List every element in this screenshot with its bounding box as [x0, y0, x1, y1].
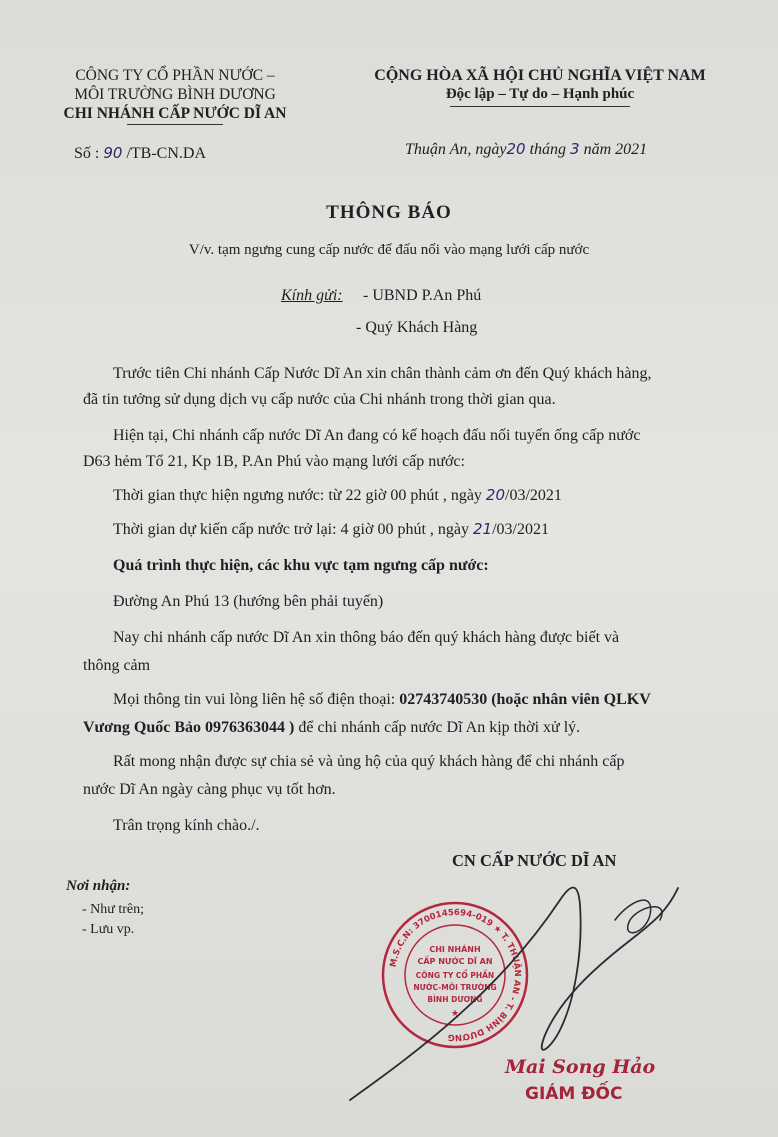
noi-nhan-item-2: - Lưu vp. — [82, 922, 135, 937]
national-motto: Độc lập – Tự do – Hạnh phúc — [445, 86, 635, 102]
number-handwritten: 90 — [103, 144, 123, 162]
issuer-header — [20, 66, 330, 125]
document-subject: V/v. tạm ngưng cung cấp nước để đấu nối vào mạng lưới cấp nước — [188, 242, 590, 258]
para-3-line-2: thông cảm — [83, 657, 151, 674]
signature-scribble-icon — [330, 860, 690, 1120]
stop-time-prefix: Thời gian thực hiện ngưng nước: từ 22 giờ 00 phút , ngày — [113, 487, 482, 504]
stamp-line-2: CẤP NƯỚC DĨ AN — [417, 957, 493, 966]
resume-time-prefix: Thời gian dự kiến cấp nước trở lại: 4 giờ 00 phút , ngày — [113, 521, 470, 538]
stamp-line-1: CHI NHÁNH — [429, 945, 481, 954]
stop-day-handwritten: 20 — [485, 486, 506, 504]
area-heading: Quá trình thực hiện, các khu vực tạm ngưng cấp nước: — [113, 557, 489, 574]
para-2-line-1: Hiện tại, Chi nhánh cấp nước Dĩ An đang có kế hoạch đấu nối tuyến ống cấp nước — [113, 427, 641, 444]
contact-line-1 — [113, 688, 651, 711]
contact-phone: 02743740530 (hoặc nhân viên QLKV — [399, 691, 651, 708]
stamp-star-icon: ★ — [450, 1009, 460, 1019]
resume-time-suffix: /03/2021 — [492, 521, 549, 538]
para-2-line-2: D63 hẻm Tổ 21, Kp 1B, P.An Phú vào mạng lưới cấp nước: — [83, 453, 465, 470]
date-month-label: tháng — [529, 141, 567, 158]
contact-prefix: Mọi thông tin vui lòng liên hệ số điện thoại: — [113, 691, 396, 708]
recipient-1: - UBND P.An Phú — [363, 287, 482, 304]
stamp-ring-textpath: M.S.C.N: 3700145694-019 ★ T. THUẬN AN - T. BÌNH DƯƠNG — [388, 907, 523, 1043]
stamp-line-3: CÔNG TY CỔ PHẦN — [415, 971, 495, 980]
para-4-line-1: Rất mong nhận được sự chia sẻ và ủng hộ của quý khách hàng để chi nhánh cấp — [113, 753, 625, 770]
number-suffix: /TB-CN.DA — [126, 145, 206, 162]
resume-time-line — [113, 518, 549, 541]
date-month: 3 — [570, 140, 580, 158]
noi-nhan-item-1: - Như trên; — [82, 902, 145, 917]
stamp-line-5: BÌNH DƯƠNG — [427, 995, 483, 1004]
signer-title: GIÁM ĐỐC — [525, 1084, 623, 1104]
issuer-line-1: CÔNG TY CỔ PHẦN NƯỚC – — [75, 67, 275, 84]
signer-organization: CN CẤP NƯỚC DĨ AN — [452, 851, 617, 870]
para-1-line-1: Trước tiên Chi nhánh Cấp Nước Dĩ An xin chân thành cảm ơn đến Quý khách hàng, — [113, 365, 652, 382]
national-title: CỘNG HÒA XÃ HỘI CHỦ NGHĨA VIỆT NAM — [374, 67, 706, 84]
date-place: Thuận An, ngày — [405, 141, 507, 158]
issuer-underline — [127, 124, 223, 125]
motto-underline — [450, 106, 630, 107]
resume-day-handwritten: 21 — [473, 520, 493, 538]
issuer-line-2: MÔI TRƯỜNG BÌNH DƯƠNG — [74, 86, 276, 103]
contact-suffix: để chi nhánh cấp nước Dĩ An kịp thời xử lý. — [298, 719, 581, 736]
para-1-line-2: đã tin tưởng sử dụng dịch vụ cấp nước của Chi nhánh trong thời gian qua. — [83, 391, 556, 408]
stamp-line-4: NƯỚC-MÔI TRƯỜNG — [413, 983, 497, 992]
area-item: Đường An Phú 13 (hướng bên phải tuyến) — [113, 593, 384, 610]
date-year: năm 2021 — [583, 141, 648, 158]
issuer-line-3: CHI NHÁNH CẤP NƯỚC DĨ AN — [63, 105, 287, 122]
closing-line: Trân trọng kính chào./. — [113, 817, 260, 834]
contact-staff: Vương Quốc Bảo 0976363044 ) — [83, 719, 295, 736]
contact-line-2 — [83, 716, 580, 739]
signer-name: Mai Song Hảo — [505, 1056, 656, 1078]
para-4-line-2: nước Dĩ An ngày càng phục vụ tốt hơn. — [83, 781, 336, 798]
para-3-line-1: Nay chi nhánh cấp nước Dĩ An xin thông báo đến quý khách hàng được biết và — [113, 629, 620, 646]
document-number — [74, 144, 206, 163]
national-header — [330, 66, 750, 107]
stop-time-line — [113, 484, 562, 507]
noi-nhan-label: Nơi nhận: — [66, 878, 131, 894]
date-line — [405, 140, 647, 159]
kinh-gui-label: Kính gửi: — [281, 287, 343, 304]
document-title: THÔNG BÁO — [326, 202, 452, 223]
number-prefix: Số : — [74, 145, 100, 162]
recipient-2: - Quý Khách Hàng — [356, 319, 478, 336]
stop-time-suffix: /03/2021 — [505, 487, 562, 504]
date-day: 20 — [506, 140, 526, 158]
